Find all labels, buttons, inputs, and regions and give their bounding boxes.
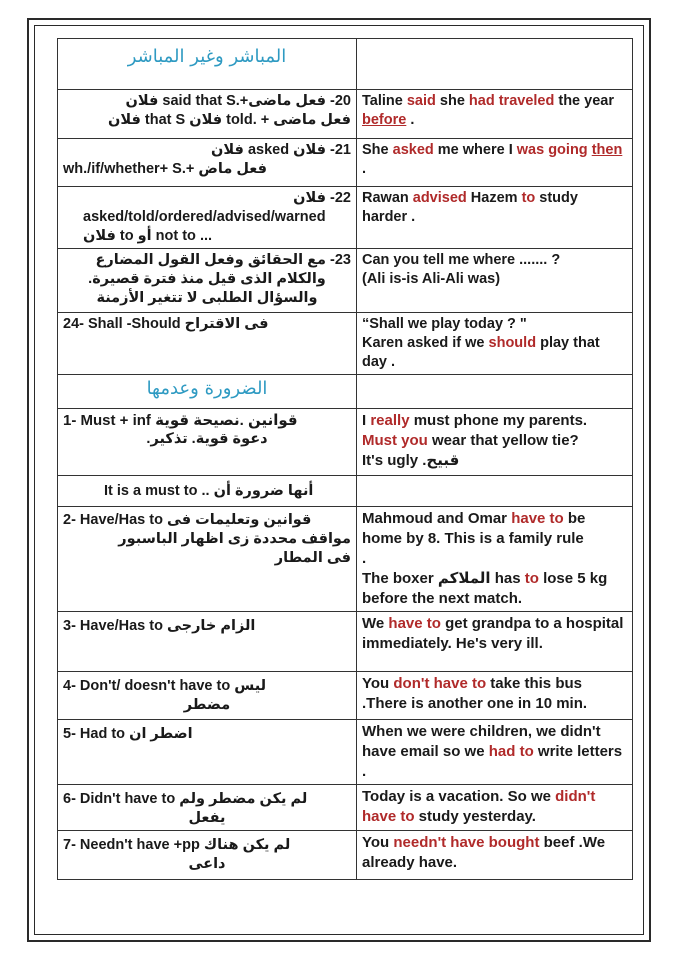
rule-text: 20- فعل ماضى+.said that S فلان — [125, 93, 351, 109]
rule-text: 1- Must + inf قوانين .نصيحة قوية — [63, 412, 298, 429]
rule-text: مضطر — [183, 697, 231, 713]
example-text: beef .We already have. — [362, 834, 606, 871]
highlight-text: didn't have to — [362, 788, 596, 825]
section-title-necessity: الضرورة وعدمها — [146, 378, 268, 399]
example-text: she — [435, 93, 469, 109]
rule-text: 23- مع الحقائق وفعل القول المضارع — [95, 252, 351, 268]
example-cell — [357, 785, 633, 831]
example-text: She — [362, 142, 393, 158]
table-row — [58, 187, 633, 249]
highlight-text: to — [524, 570, 539, 587]
highlight-text: needn't have bought — [393, 834, 540, 851]
example-cell — [357, 409, 633, 476]
rule-text: 5- Had to اضطر ان — [63, 726, 193, 742]
empty-cell — [357, 39, 633, 90]
rule-text: والسؤال الطلبى لا تتغير الأزمنة — [96, 290, 318, 306]
example-text: get grandpa to a hospital immediately. He's very ill. — [362, 615, 624, 652]
rule-text: 24- Shall -Should فى الاقتراح — [63, 316, 269, 332]
table-row — [58, 785, 633, 831]
example-text: I — [362, 412, 371, 429]
example-text: write letters . — [362, 743, 623, 780]
example-cell — [357, 90, 633, 139]
rule-text: فى المطار — [274, 550, 351, 566]
example-text: Rawan — [362, 190, 413, 206]
rule-text: asked/told/ordered/advised/warned فلان to أو not to ... — [83, 209, 326, 244]
section-header-row — [58, 375, 633, 409]
example-text: take this bus .There is another one in 10 min. — [362, 675, 588, 712]
example-text: We — [362, 615, 389, 632]
grammar-table — [57, 38, 633, 880]
example-text: me where I — [433, 142, 517, 158]
example-text: You — [362, 834, 394, 851]
example-text: study harder . — [362, 190, 578, 225]
rule-text: It is a must to .. أنها ضرورة أن — [104, 483, 314, 499]
rule-text: فعل ماضى + .told فلان that S فلان — [107, 112, 351, 128]
example-text: must phone my parents. — [409, 412, 588, 429]
example-text: Can you tell me where ....... ? — [362, 252, 561, 268]
rule-cell — [58, 785, 357, 831]
rule-cell — [58, 187, 357, 249]
example-cell — [357, 139, 633, 187]
rule-text: دعوة قوية. تذكير. — [146, 431, 268, 447]
table-row — [58, 476, 633, 507]
empty-cell — [357, 476, 633, 507]
table-row — [58, 139, 633, 187]
highlight-text: had to — [488, 743, 534, 760]
rule-cell — [58, 90, 357, 139]
highlight-text: have to — [388, 615, 441, 632]
example-text: lose 5 kg before the next match. — [362, 570, 608, 607]
rule-text: داعى — [188, 856, 226, 872]
rule-text: والكلام الذى قيل منذ فترة قصيرة. — [88, 271, 326, 287]
example-cell — [357, 672, 633, 720]
rule-text: wh./if/whether+ S.+ فعل ماض — [63, 161, 267, 177]
rule-cell — [58, 831, 357, 880]
table-row — [58, 90, 633, 139]
highlight-text: then — [591, 142, 623, 158]
example-text: Taline — [362, 93, 407, 109]
table-row — [58, 612, 633, 672]
rule-text: 2- Have/Has to قوانين وتعليمات فى — [63, 512, 312, 528]
rule-cell — [58, 720, 357, 785]
example-text: study yesterday. — [414, 808, 536, 825]
section-title-reported-speech: المباشر وغير المباشر — [127, 46, 287, 67]
example-text: “Shall we play today ? " — [362, 316, 527, 332]
table-row — [58, 313, 633, 375]
example-cell — [357, 831, 633, 880]
rule-text: 22- فلان — [293, 190, 351, 206]
example-cell — [357, 249, 633, 313]
rule-cell — [58, 507, 357, 612]
highlight-text: Must you — [362, 432, 428, 449]
rule-text: 3- Have/Has to الزام خارجى — [63, 618, 256, 634]
table-row — [58, 409, 633, 476]
rule-cell — [58, 249, 357, 313]
example-text: play that day . — [362, 335, 600, 370]
rule-text: 7- Needn't have +pp لم يكن هناك — [63, 837, 291, 853]
example-text: Today is a vacation. So we — [362, 788, 556, 805]
table-row — [58, 672, 633, 720]
rule-cell — [58, 476, 357, 507]
rule-cell — [58, 313, 357, 375]
rule-text: 4- Don't/ doesn't have to ليس — [63, 678, 267, 694]
example-text: . — [362, 161, 367, 177]
example-text: Hazem — [466, 190, 522, 206]
table-row — [58, 720, 633, 785]
example-text: Karen asked if we — [362, 335, 489, 351]
example-text: The boxer الملاكم has — [362, 570, 525, 587]
example-text: قبيح — [426, 452, 460, 469]
highlight-text: have to — [511, 510, 564, 527]
example-text: . — [406, 112, 415, 128]
rule-text: 6- Didn't have to لم يكن مضطر ولم — [63, 791, 308, 807]
example-text: the year — [554, 93, 614, 109]
table-row — [58, 831, 633, 880]
rule-cell — [58, 139, 357, 187]
example-cell — [357, 313, 633, 375]
example-text: Mahmoud and Omar — [362, 510, 512, 527]
example-text: You — [362, 675, 394, 692]
highlight-text: should — [488, 335, 537, 351]
table-row — [58, 249, 633, 313]
section-title-cell — [58, 39, 357, 90]
example-text: . — [362, 550, 367, 567]
example-text: It's ugly . — [362, 452, 427, 469]
section-title-cell — [58, 375, 357, 409]
highlight-text: don't have to — [393, 675, 487, 692]
example-text: wear that yellow tie? — [427, 432, 579, 449]
empty-cell — [357, 375, 633, 409]
example-text: be home by 8. This is a family rule — [362, 510, 586, 547]
section-header-row — [58, 39, 633, 90]
highlight-text: had traveled — [468, 93, 555, 109]
example-text: (Ali is-is Ali-Ali was) — [362, 271, 501, 287]
highlight-text: was going — [516, 142, 588, 158]
highlight-text: asked — [392, 142, 434, 158]
example-cell — [357, 612, 633, 672]
example-cell — [357, 720, 633, 785]
rule-cell — [58, 672, 357, 720]
rule-cell — [58, 409, 357, 476]
rule-text: 21- فلان asked فلان — [211, 142, 351, 158]
highlight-text: advised — [412, 190, 467, 206]
rule-cell — [58, 612, 357, 672]
example-text: When we were children, we didn't have email so we — [362, 723, 601, 760]
rule-text: مواقف محددة زى اظهار الباسبور — [118, 531, 351, 547]
example-cell — [357, 187, 633, 249]
table-row — [58, 507, 633, 612]
highlight-text: really — [370, 412, 410, 429]
highlight-text: said — [406, 93, 436, 109]
example-cell — [357, 507, 633, 612]
rule-text: يفعل — [188, 810, 226, 826]
highlight-text: before — [362, 112, 407, 128]
highlight-text: to — [521, 190, 536, 206]
